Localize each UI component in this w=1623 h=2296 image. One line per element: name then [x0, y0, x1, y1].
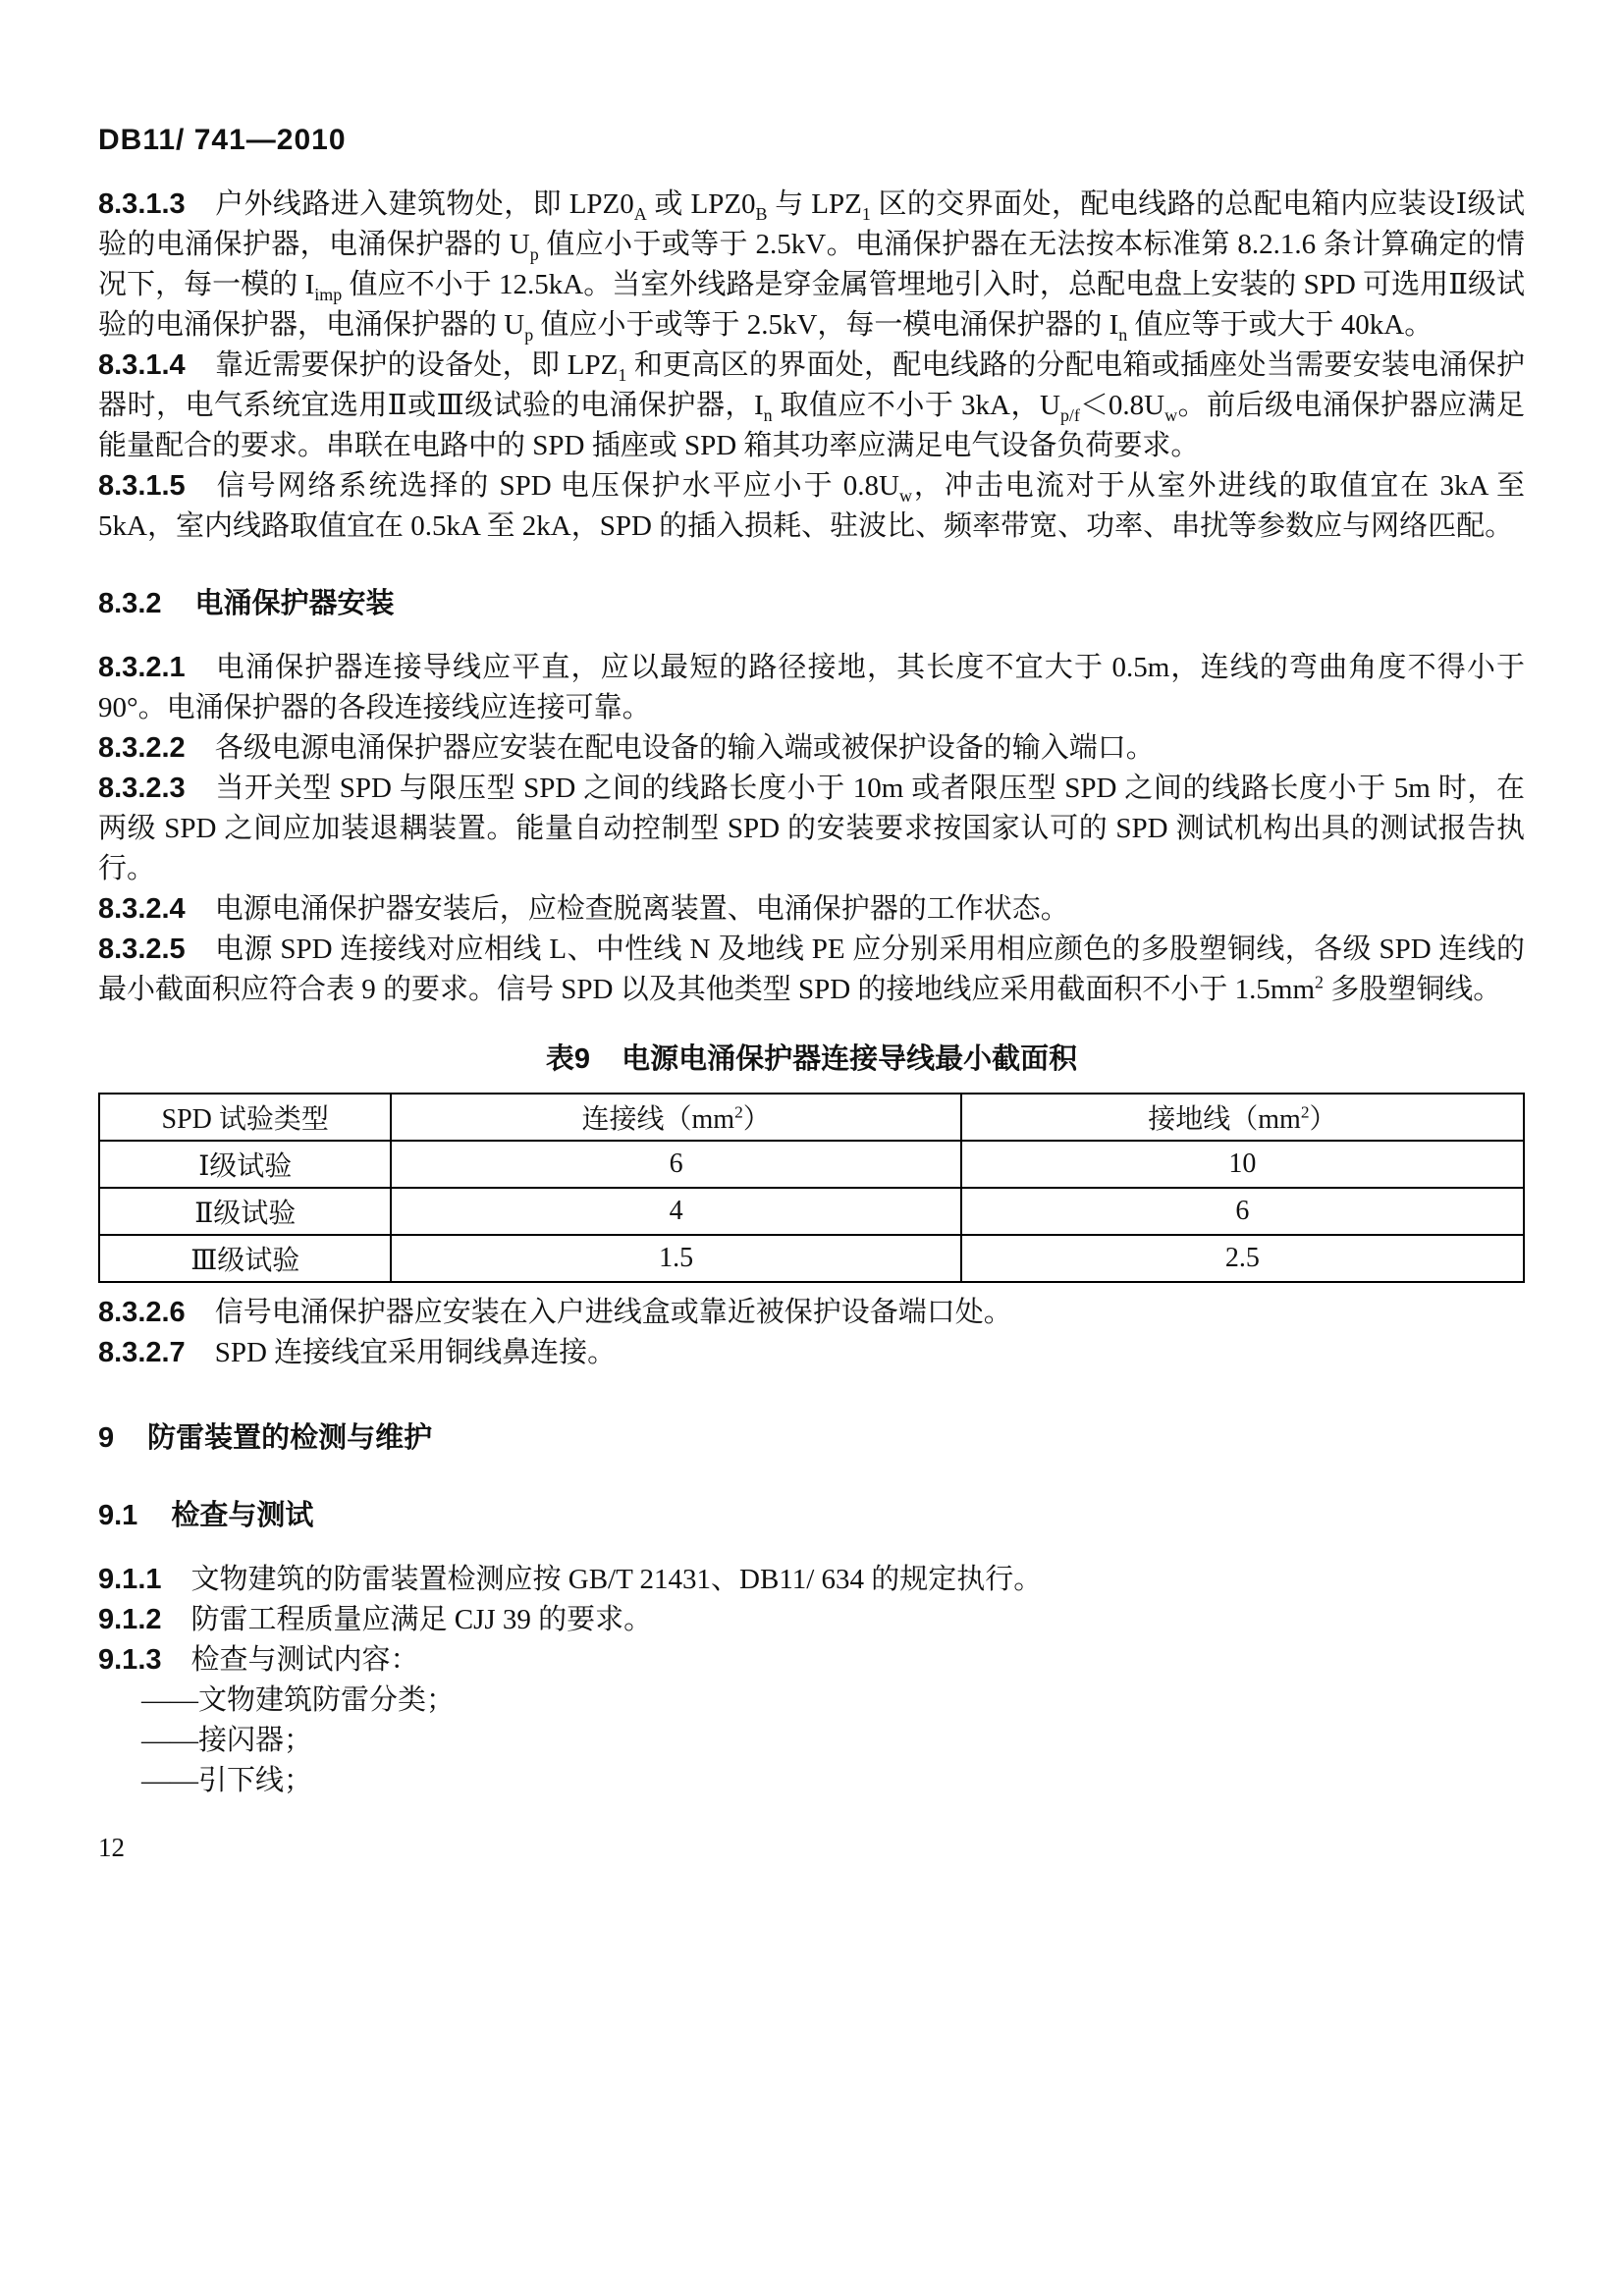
spd-wire-table — [98, 1093, 1525, 1283]
clause-number: 8.3.1.3 — [98, 188, 186, 220]
clause-number: 8.3.1.5 — [98, 470, 186, 502]
heading-title: 防雷装置的检测与维护 — [147, 1422, 433, 1454]
heading-number: 9 — [98, 1422, 115, 1454]
table-cell: Ⅰ级试验 — [99, 1141, 391, 1188]
heading-number: 9.1 — [98, 1500, 138, 1531]
table-caption — [98, 1041, 1525, 1077]
clause-paragraph — [98, 466, 1525, 547]
section-heading — [98, 584, 1525, 624]
clause-paragraph — [98, 769, 1525, 889]
heading-title: 检查与测试 — [171, 1500, 314, 1531]
clause-number: 9.1.3 — [98, 1644, 162, 1676]
clause-number: 8.3.2.6 — [98, 1297, 186, 1328]
clause-paragraph — [98, 1640, 1525, 1681]
dash-list-item: ——文物建筑防雷分类； — [141, 1684, 456, 1716]
document-body — [98, 185, 1525, 1801]
clause-number: 8.3.1.4 — [98, 349, 186, 381]
subscript: B — [755, 203, 768, 224]
table-cell: 6 — [961, 1188, 1524, 1235]
subscript: p/f — [1059, 404, 1080, 425]
clause-text: 电源电涌保护器安装后，应检查脱离装置、电涌保护器的工作状态。 — [214, 893, 1069, 925]
column-header: SPD 试验类型 — [99, 1094, 391, 1141]
clause-number: 8.3.2.3 — [98, 773, 186, 804]
superscript: 2 — [1300, 1102, 1310, 1122]
clause-text: 电涌保护器连接导线应平直，应以最短的路径接地，其长度不宜大于 0.5m，连线的弯曲角度不得小于 90°。电涌保护器的各段连接线应连接可靠。 — [98, 652, 1525, 723]
subscript: p — [524, 324, 534, 345]
clause-paragraph — [98, 889, 1525, 930]
subscript: p — [529, 243, 539, 264]
clause-paragraph — [98, 648, 1525, 728]
table-cell: Ⅲ级试验 — [99, 1235, 391, 1282]
superscript: 2 — [734, 1102, 743, 1122]
clause-text: 户外线路进入建筑物处，即 $LPZ0_A$ 或 $LPZ0_B$ 与 $LPZ_1$ 区的交界面处，配电线路的总配电箱内应装设Ⅰ级试验的电涌保护器，电涌保护器的 $U_p$ 值应小于或等于 2.5kV。电涌保护器在无法按本标准第 8.2.1.6 条计算确定的情况下，每一模的 $I_{imp}$ 值应不小于 12.5kA。当室外线路是穿金属管埋地引入时，总配电盘上安装的 SPD 可选用Ⅱ级试验的电涌保护器，电涌保护器的 $U_p$ 值应小于或等于 2.5kV，每一模电涌保护器的 $I_n$ 值应等于或大于 40kA。 — [98, 188, 1525, 345]
section-heading — [98, 1496, 1525, 1536]
table-cell: 2.5 — [961, 1235, 1524, 1282]
clause-paragraph — [98, 185, 1525, 346]
section-heading — [98, 1418, 1525, 1459]
clause-number: 8.3.2.4 — [98, 893, 186, 925]
clause-paragraph — [98, 1333, 1525, 1373]
dash-list-item: ——引下线； — [141, 1765, 313, 1796]
clause-paragraph — [98, 1293, 1525, 1333]
clause-paragraph — [98, 728, 1525, 769]
clause-text: 信号网络系统选择的 SPD 电压保护水平应小于 $0.8U_w$，冲击电流对于从室外进线的取值宜在 3kA 至 5kA，室内线路取值宜在 0.5kA 至 2kA，SPD 的插入损耗、驻波比、频率带宽、功率、串扰等参数应与网络匹配。 — [98, 470, 1526, 542]
table-cell: 1.5 — [391, 1235, 960, 1282]
doc-code: DB11/ 741—2010 — [98, 124, 347, 156]
table-caption-label: 表9 — [545, 1043, 591, 1075]
clause-paragraph — [98, 1600, 1525, 1640]
subscript: n — [1118, 324, 1128, 345]
clause-text: 防雷工程质量应满足 CJJ 39 的要求。 — [190, 1604, 653, 1635]
table-cell: 6 — [391, 1141, 960, 1188]
subscript: n — [763, 404, 773, 425]
clause-number: 9.1.1 — [98, 1564, 162, 1595]
clause-text: SPD 连接线宜采用铜线鼻连接。 — [214, 1337, 617, 1368]
subscript: 1 — [861, 203, 871, 224]
dash-list-item: ——接闪器； — [141, 1725, 313, 1756]
clause-number: 8.3.2.5 — [98, 934, 186, 965]
subscript: A — [633, 203, 647, 224]
document-header — [98, 124, 1525, 157]
table-cell: 10 — [961, 1141, 1524, 1188]
page-number: 12 — [98, 1833, 125, 1862]
superscript: 2 — [1315, 972, 1324, 992]
clause-number: 8.3.2.2 — [98, 732, 186, 764]
clause-paragraph — [98, 930, 1525, 1010]
clause-number: 8.3.2.1 — [98, 652, 186, 683]
clause-text: 检查与测试内容： — [190, 1644, 419, 1676]
clause-number: 8.3.2.7 — [98, 1337, 186, 1368]
clause-text: 当开关型 SPD 与限压型 SPD 之间的线路长度小于 10m 或者限压型 SPD 之间的线路长度小于 5m 时，在两级 SPD 之间应加装退耦装置。能量自动控制型 SPD 的安装要求按国家认可的 SPD 测试机构出具的测试报告执行。 — [98, 773, 1525, 884]
table-cell: 4 — [391, 1188, 960, 1235]
subscript: imp — [314, 284, 343, 304]
column-header: 连接线$(mm^2)$ — [391, 1094, 960, 1141]
column-header: 接地线$(mm^2)$ — [961, 1094, 1524, 1141]
clause-paragraph — [98, 1560, 1525, 1600]
table-row — [99, 1235, 1524, 1282]
heading-title: 电涌保护器安装 — [194, 588, 395, 619]
table-caption-title: 电源电涌保护器连接导线最小截面积 — [622, 1043, 1078, 1075]
table-cell: Ⅱ级试验 — [99, 1188, 391, 1235]
table-row — [99, 1141, 1524, 1188]
clause-number: 9.1.2 — [98, 1604, 162, 1635]
table-header-row — [99, 1094, 1524, 1141]
clause-text: 各级电源电涌保护器应安装在配电设备的输入端或被保护设备的输入端口。 — [214, 732, 1155, 764]
clause-paragraph — [98, 346, 1525, 466]
subscript: w — [1164, 404, 1178, 425]
clause-text: 信号电涌保护器应安装在入户进线盒或靠近被保护设备端口处。 — [214, 1297, 1012, 1328]
subscript: 1 — [618, 364, 627, 385]
clause-text: 靠近需要保护的设备处，即 $LPZ_1$ 和更高区的界面处，配电线路的分配电箱或插座处当需要安装电涌保护器时，电气系统宜选用Ⅱ或Ⅲ级试验的电涌保护器，$I_n$ 取值应不小于 3kA，$U_{p/f}<0.8U_w$。前后级电涌保护器应满足能量配合的要求。串联在电路中的 SPD 插座或 SPD 箱其功率应满足电气设备负荷要求。 — [98, 349, 1525, 461]
clause-text: 文物建筑的防雷装置检测应按 GB/T 21431、DB11/ 634 的规定执行。 — [190, 1564, 1043, 1595]
clause-text: 电源 SPD 连接线对应相线 L、中性线 N 及地线 PE 应分别采用相应颜色的多股塑铜线，各级 SPD 连线的最小截面积应符合表 9 的要求。信号 SPD 以及其他类型 SPD 的接地线应采用截面积不小于 $1.5mm^2$ 多股塑铜线。 — [98, 934, 1525, 1005]
heading-number: 8.3.2 — [98, 588, 162, 619]
table-row — [99, 1188, 1524, 1235]
subscript: w — [898, 485, 912, 506]
